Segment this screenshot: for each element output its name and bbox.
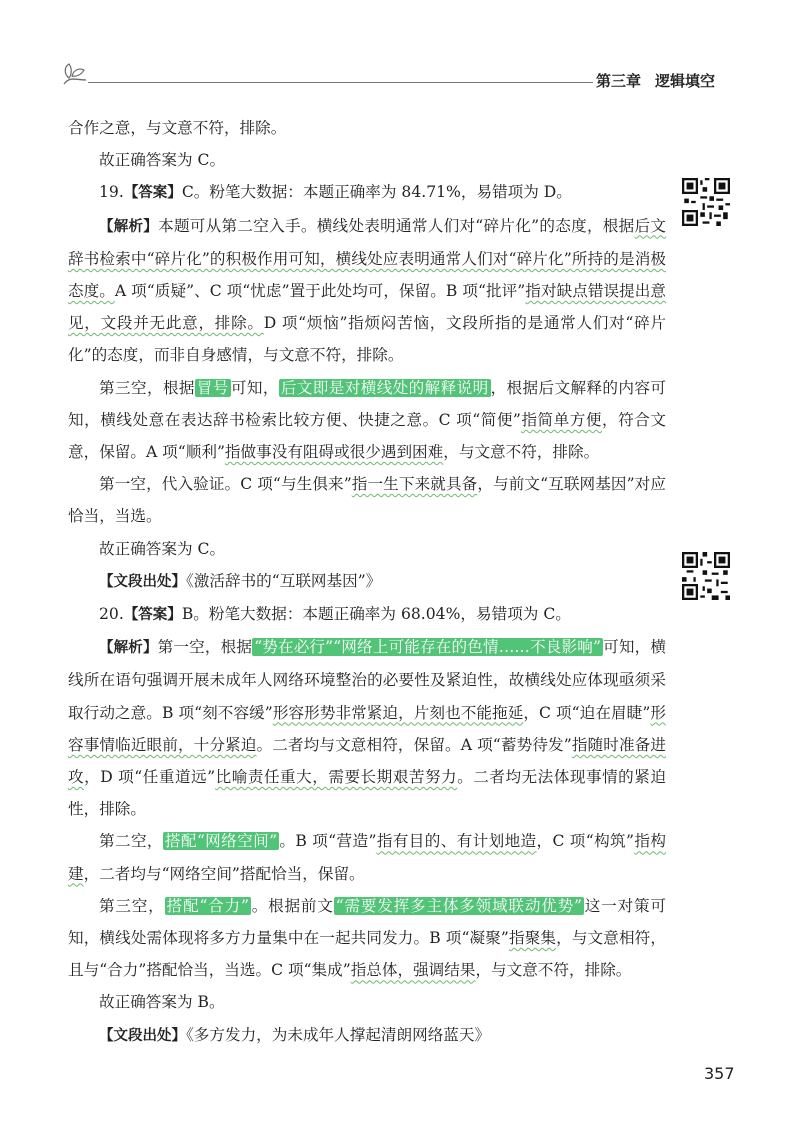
q19-source: 【文段出处】《激活辞书的“互联网基因”》 — [99, 571, 382, 590]
running-header — [596, 70, 715, 91]
paragraph: 合作之意，与文意不符，排除。 — [68, 119, 287, 137]
section-label: 逻辑填空 — [655, 72, 716, 90]
chapter-label: 第三章 — [596, 72, 642, 90]
q19-answer: 19.【答案】C。粉笔大数据：本题正确率为 84.71%，易错项为 D。 — [99, 183, 572, 202]
header-rule — [88, 82, 593, 83]
q20-answer: 20.【答案】B。粉笔大数据：本题正确率为 68.04%，易错项为 C。 — [99, 605, 571, 624]
qr-code-icon — [682, 552, 730, 600]
q20-conclusion: 故正确答案为 B。 — [99, 993, 225, 1012]
q19-conclusion: 故正确答案为 C。 — [99, 539, 226, 558]
q20-analysis-2: 第二空， 搭配“网络空间” 。B 项“营造”指有目的、有计划地造，C 项“构筑”指构建，二者均与“网络空间”搭配恰当，保留。 — [68, 832, 666, 883]
q19-analysis-2: 第三空，根据 冒号 可知， 后文即是对横线处的解释说明 ，根据后文解释的内容可知，横线处意在表达辞书检索比较方便、快捷之意。C 项“简便”指简单方便，符合文意，保留。A 项“顺利”指做事没有阻碍或很少遇到困难，与文意不符，排除。 — [68, 378, 666, 462]
q19-analysis-1: 【解析】本题可从第二空入手。横线处表明通常人们对“碎片化”的态度，根据后文辞书检索中“碎片化”的积极作用可知，横线处应表明通常人们对“碎片化”所持的是消极态度。A 项“质疑”、C 项“忧虑”置于此处均可，保留。B 项“批评”指对缺点错误提出意见，文段并无此意，排除。D 项“烦恼”指烦闷苦恼，文段所指的是通常人们对“碎片化”的态度，而非自身感情，与文意不符，排除。 — [68, 216, 666, 365]
page-content — [68, 112, 666, 1052]
qr-code-icon — [682, 178, 730, 226]
q20-analysis-3: 第三空， 搭配“合力” 。根据前文 “需要发挥多主体多领域联动优势” 这一对策可知，横线处需体现将多方力量集中在一起共同发力。B 项“凝聚”指聚集，与文意相符，且与“合力”搭配恰当，当选。C 项“集成”指总体，强调结果，与文意不符，排除。 — [68, 896, 666, 980]
q20-analysis-1: 【解析】第一空，根据 “势在必行”“网络上可能存在的色情……不良影响” 可知，横线所在语句强调开展未成年人网络环境整治的必要性及紧迫性，故横线处应体现亟须采取行动之意。B 项“刻不容缓”形容形势非常紧迫，片刻也不能拖延，C 项“迫在眉睫”形容事情临近眼前，十分紧迫。二者均与文意相符，保留。A 项“蓄势待发”指随时准备进攻，D 项“任重道远”比喻责任重大，需要长期艰苦努力。二者均无法体现事情的紧迫性，排除。 — [68, 638, 666, 819]
q19-analysis-3: 第一空，代入验证。C 项“与生俱来”指一生下来就具备，与前文“互联网基因”对应恰当，当选。 — [68, 475, 666, 526]
q20-source: 【文段出处】《多方发力，为未成年人撑起清朗网络蓝天》 — [99, 1025, 491, 1044]
paragraph: 故正确答案为 C。 — [99, 151, 226, 170]
page-number: 357 — [704, 1064, 735, 1083]
